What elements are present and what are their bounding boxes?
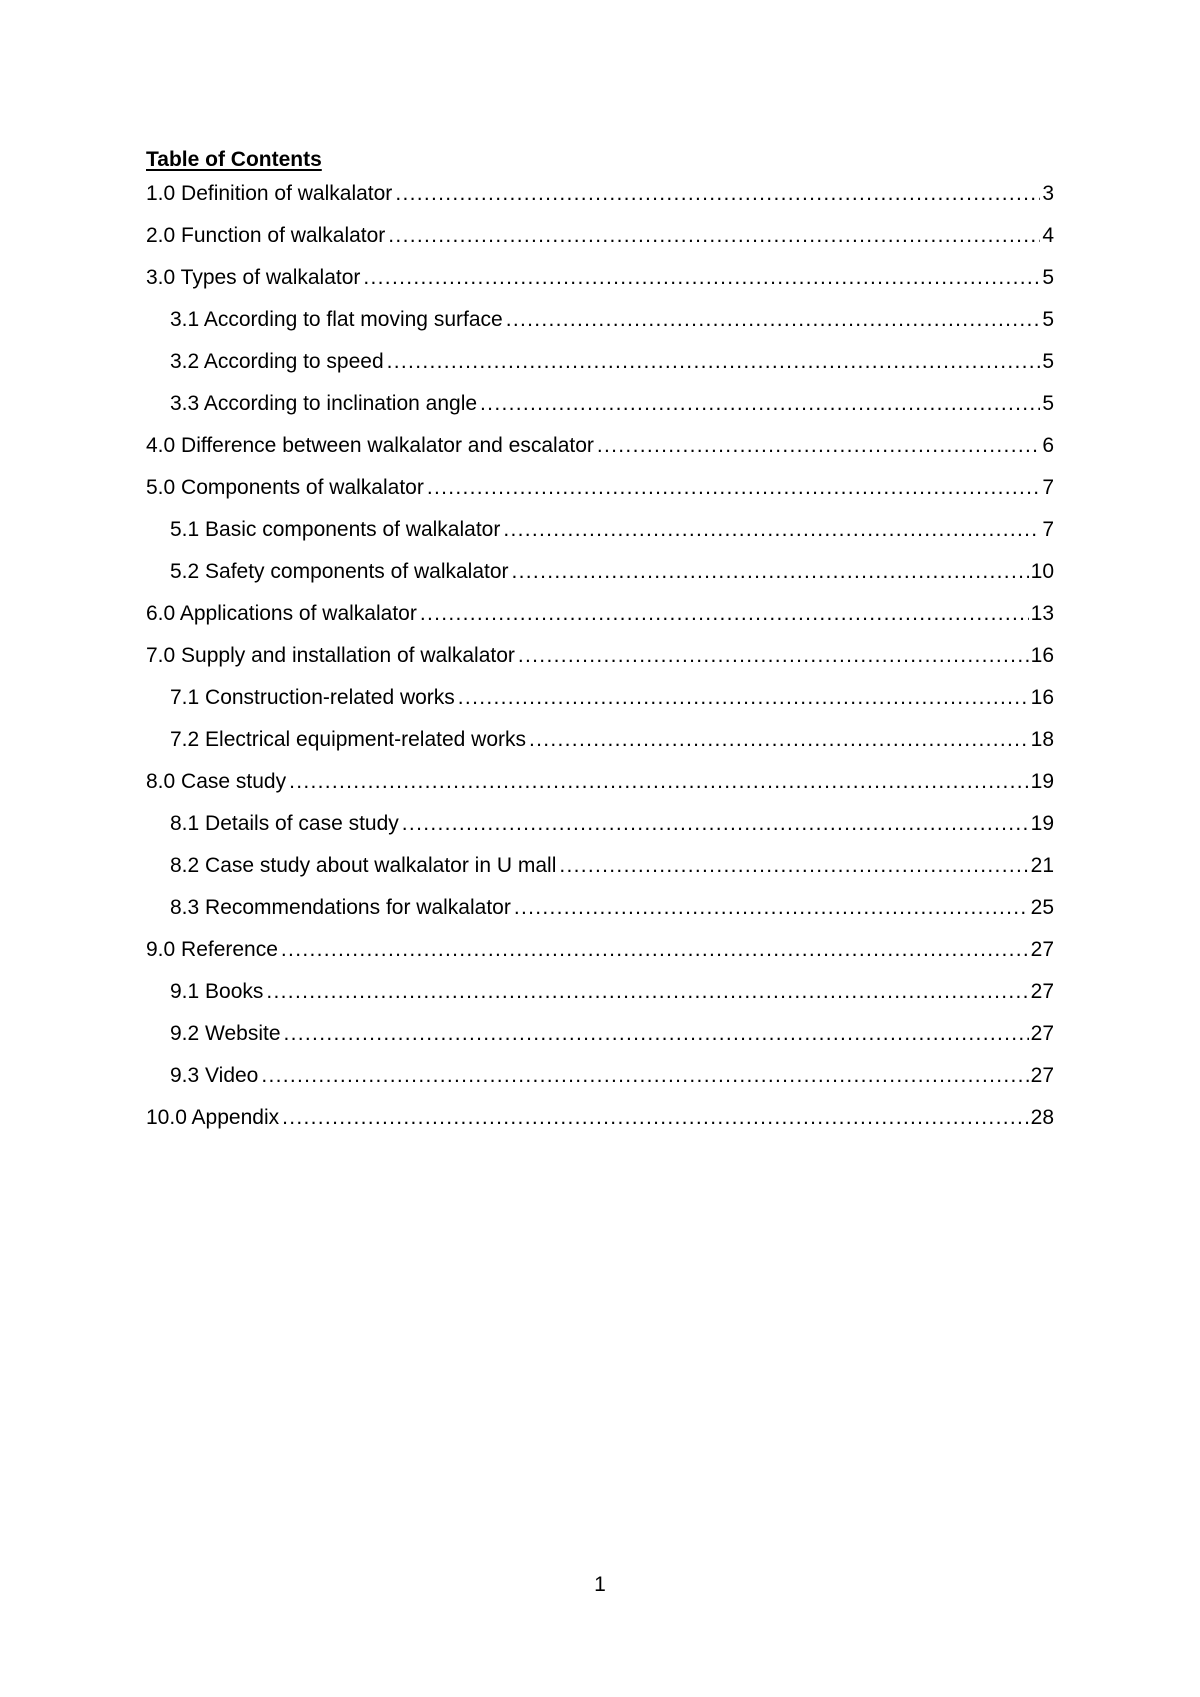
toc-entry-page: 21 — [1030, 854, 1054, 877]
toc-dot-leader — [284, 1018, 1029, 1050]
toc-entry[interactable] — [146, 1060, 1054, 1102]
toc-entry[interactable] — [146, 850, 1054, 892]
toc-dot-leader — [261, 1060, 1028, 1092]
toc-dot-leader — [282, 1102, 1029, 1134]
toc-entry-text: 5.0 Components of walkalator — [146, 476, 424, 499]
toc-entry[interactable] — [146, 1018, 1054, 1060]
toc-dot-leader — [420, 598, 1029, 630]
toc-entry-text: 5.1 Basic components of walkalator — [170, 518, 501, 541]
toc-entry-page: 27 — [1030, 1022, 1054, 1045]
toc-dot-leader — [597, 430, 1040, 462]
toc-entry-page: 13 — [1030, 602, 1054, 625]
toc-entry-text: 3.0 Types of walkalator — [146, 266, 361, 289]
toc-entry[interactable] — [146, 682, 1054, 724]
toc-entry-text: 6.0 Applications of walkalator — [146, 602, 417, 625]
toc-dot-leader — [480, 388, 1040, 420]
toc-entry[interactable] — [146, 388, 1054, 430]
toc-dot-leader — [388, 220, 1040, 252]
toc-dot-leader — [458, 682, 1029, 714]
toc-dot-leader — [266, 976, 1028, 1008]
toc-entry[interactable] — [146, 430, 1054, 472]
page-number: 1 — [594, 1573, 606, 1596]
toc-entry[interactable] — [146, 514, 1054, 556]
toc-entry-text: 9.3 Video — [170, 1064, 259, 1087]
toc-entry[interactable] — [146, 766, 1054, 808]
toc-dot-leader — [506, 304, 1041, 336]
toc-entry[interactable] — [146, 472, 1054, 514]
toc-entry-text: 9.2 Website — [170, 1022, 281, 1045]
toc-entry[interactable] — [146, 976, 1054, 1018]
toc-dot-leader — [281, 934, 1029, 966]
toc-title: Table of Contents — [146, 148, 322, 171]
toc-dot-leader — [363, 262, 1040, 294]
toc-entry-text: 2.0 Function of walkalator — [146, 224, 386, 247]
toc-dot-leader — [402, 808, 1029, 840]
toc-entry-page: 5 — [1042, 266, 1054, 289]
toc-entry-text: 4.0 Difference between walkalator and escalator — [146, 434, 594, 457]
toc-entry-page: 3 — [1042, 182, 1054, 205]
toc-entry-page: 4 — [1042, 224, 1054, 247]
toc-entry-text: 9.0 Reference — [146, 938, 278, 961]
toc-entry[interactable] — [146, 892, 1054, 934]
toc-dot-leader — [387, 346, 1041, 378]
toc-entry-text: 8.2 Case study about walkalator in U mall — [170, 854, 557, 877]
toc-list — [146, 178, 1054, 1144]
toc-entry[interactable] — [146, 808, 1054, 850]
toc-entry-page: 16 — [1030, 686, 1054, 709]
toc-entry[interactable] — [146, 556, 1054, 598]
toc-dot-leader — [512, 556, 1029, 588]
toc-entry-text: 3.1 According to flat moving surface — [170, 308, 503, 331]
toc-entry-page: 27 — [1030, 938, 1054, 961]
toc-entry-text: 3.2 According to speed — [170, 350, 384, 373]
toc-entry-page: 10 — [1030, 560, 1054, 583]
toc-dot-leader — [529, 724, 1029, 756]
toc-entry-text: 1.0 Definition of walkalator — [146, 182, 393, 205]
toc-entry-page: 27 — [1030, 980, 1054, 1003]
toc-entry-page: 19 — [1030, 812, 1054, 835]
toc-dot-leader — [427, 472, 1040, 504]
toc-entry-text: 7.2 Electrical equipment-related works — [170, 728, 526, 751]
toc-entry[interactable] — [146, 304, 1054, 346]
toc-entry-text: 10.0 Appendix — [146, 1106, 280, 1129]
toc-entry-text: 8.1 Details of case study — [170, 812, 399, 835]
toc-entry[interactable] — [146, 346, 1054, 388]
toc-entry[interactable] — [146, 262, 1054, 304]
toc-entry-text: 5.2 Safety components of walkalator — [170, 560, 509, 583]
toc-entry[interactable] — [146, 934, 1054, 976]
toc-entry[interactable] — [146, 178, 1054, 220]
toc-entry-page: 18 — [1030, 728, 1054, 751]
toc-entry-page: 7 — [1042, 476, 1054, 499]
toc-dot-leader — [289, 766, 1029, 798]
toc-entry-text: 8.0 Case study — [146, 770, 287, 793]
toc-entry-text: 9.1 Books — [170, 980, 264, 1003]
toc-entry-page: 28 — [1030, 1106, 1054, 1129]
toc-entry[interactable] — [146, 1102, 1054, 1144]
toc-dot-leader — [514, 892, 1029, 924]
toc-dot-leader — [503, 514, 1040, 546]
toc-entry-page: 16 — [1030, 644, 1054, 667]
toc-entry-page: 5 — [1042, 350, 1054, 373]
toc-entry-page: 25 — [1030, 896, 1054, 919]
toc-entry-text: 3.3 According to inclination angle — [170, 392, 478, 415]
toc-entry[interactable] — [146, 220, 1054, 262]
toc-entry-page: 27 — [1030, 1064, 1054, 1087]
toc-entry-text: 8.3 Recommendations for walkalator — [170, 896, 511, 919]
toc-entry-page: 7 — [1042, 518, 1054, 541]
toc-entry-text: 7.0 Supply and installation of walkalator — [146, 644, 515, 667]
toc-entry-page: 5 — [1042, 392, 1054, 415]
toc-entry[interactable] — [146, 640, 1054, 682]
toc-entry[interactable] — [146, 724, 1054, 766]
toc-dot-leader — [395, 178, 1040, 210]
toc-entry[interactable] — [146, 598, 1054, 640]
toc-entry-text: 7.1 Construction-related works — [170, 686, 455, 709]
toc-entry-page: 19 — [1030, 770, 1054, 793]
toc-entry-page: 6 — [1042, 434, 1054, 457]
toc-dot-leader — [559, 850, 1028, 882]
toc-entry-page: 5 — [1042, 308, 1054, 331]
toc-dot-leader — [518, 640, 1029, 672]
